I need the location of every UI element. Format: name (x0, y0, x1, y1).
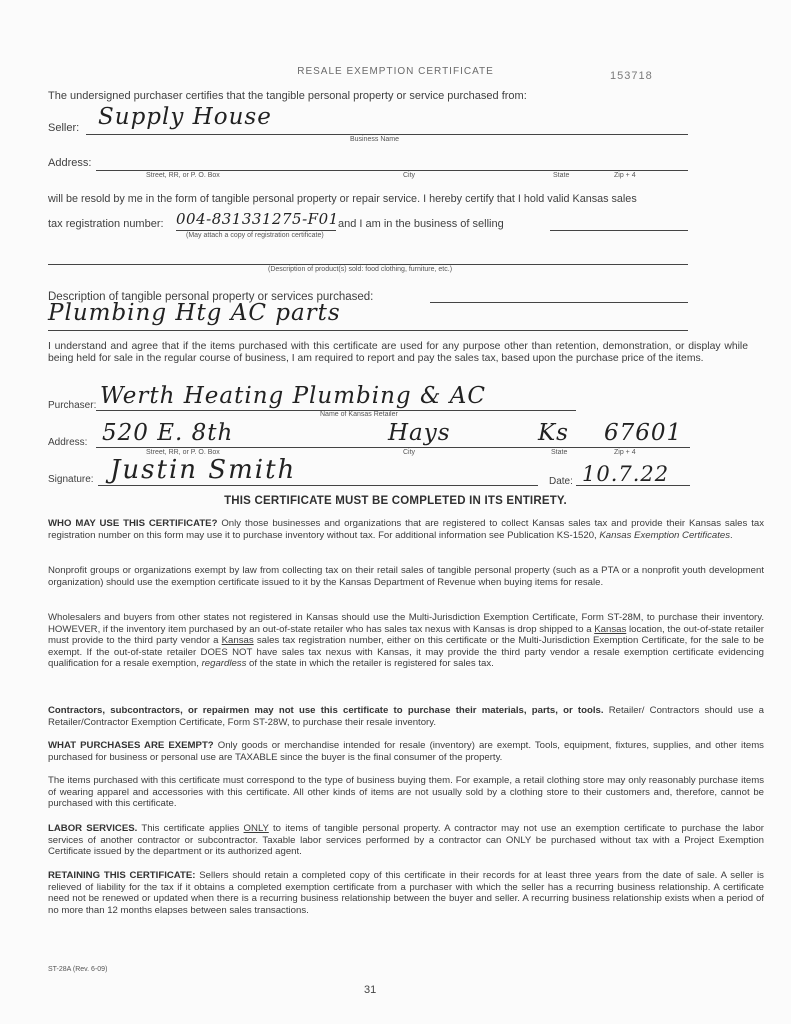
complete-entirety-notice: THIS CERTIFICATE MUST BE COMPLETED IN ITS ENTIRETY. (224, 495, 567, 507)
property-line-2 (48, 330, 688, 331)
seller-zip-caption: Zip + 4 (614, 172, 636, 179)
business-selling-line[interactable] (550, 230, 688, 231)
purchaser-zip-value[interactable]: 67601 (604, 420, 683, 446)
business-name-caption: Business Name (350, 136, 400, 143)
who-may-use-heading: WHO MAY USE THIS CERTIFICATE? (48, 518, 218, 529)
tax-number-line (176, 230, 336, 231)
property-value[interactable]: Plumbing Htg AC parts (48, 300, 341, 326)
purchaser-city-value[interactable]: Hays (388, 420, 451, 446)
what-purchases-heading: WHAT PURCHASES ARE EXEMPT? (48, 740, 214, 751)
understand-paragraph: I understand and agree that if the items purchased with this certificate are used for any purpose other than retention, demonstration, or display while being held for sale in the regular course of business, I am required to report and pay the sales tax, based upon the purchase price of the items. (48, 341, 748, 364)
form-number: 153718 (610, 70, 653, 82)
product-description-line[interactable] (48, 264, 688, 265)
seller-name-value[interactable]: Supply House (98, 104, 272, 130)
purchaser-name-value[interactable]: Werth Heating Plumbing & AC (100, 383, 486, 409)
contractors-heading: Contractors, subcontractors, or repairmen may not use this certificate to purchase their materials, parts, or tools. (48, 705, 604, 716)
seller-state-caption: State (553, 172, 570, 179)
items-correspond-paragraph: The items purchased with this certificate must correspond to the type of business buying them. For example, a retail clothing store may only reasonably purchase items of wearing apparel and accessories with this certificate. All other kinds of items are not usually sold by a clothing store to their customers and, therefore, cannot be purchased with this certificate. (48, 775, 764, 809)
product-description-caption: (Description of product(s) sold: food clothing, furniture, etc.) (268, 266, 453, 273)
purchaser-name-caption: Name of Kansas Retailer (320, 411, 398, 418)
signature-value[interactable]: Justin Smith (110, 455, 297, 485)
publication-title: Kansas Exemption Certificates (599, 529, 731, 541)
retaining-heading: RETAINING THIS CERTIFICATE: (48, 870, 196, 881)
purchaser-address-line (96, 447, 690, 448)
wholesalers-paragraph: Wholesalers and buyers from other states not registered in Kansas should use the Multi-Jurisdiction Exemption Certificate, Form ST-28M, to purchase their inventory. HOWEVER, if the inventory item purchased by an out-of-state retailer who has sales tax nexus with Kansas is drop shipped to a Kansas location, the out-of-state retailer must provide to the third party vendor a Kansas sales tax registration number, either on this certificate or the Multi-Jurisdiction Exemption Certificate, for the sale to be exempt. If the out-of-state retailer DOES NOT have sales tax nexus with Kansas, it may provide the third party vendor a resale exemption certificate evidencing qualification for a resale exemption, regardless of the state in which the retailer is registered for sales tax. (48, 612, 765, 669)
seller-address-line[interactable] (96, 170, 688, 171)
purchaser-street-caption: Street, RR, or P. O. Box (146, 449, 220, 456)
retaining-paragraph: RETAINING THIS CERTIFICATE: Sellers should retain a completed copy of this certificate in their records for at least three years from the date of sale. A seller is relieved of liability for the tax if it obtains a completed exemption certificate from a purchaser with which the seller has a recurring business relationship. A certificate need not be renewed or updated when there is a recurring business relationship between the buyer and seller. A recurring business relationship exists when a period of no more than 12 months elapses between sales transactions. (48, 870, 764, 916)
seller-line (86, 134, 688, 135)
nonprofit-paragraph: Nonprofit groups or organizations exempt by law from collecting tax on their retail sales of tangible personal property (such as a PTA or a nonprofit youth development organization) should use the exemption certificate issued to it by the Kansas Department of Revenue when buying items for resale. (48, 565, 764, 588)
labor-services-paragraph: LABOR SERVICES. This certificate applies ONLY to items of tangible personal property. A contractor may not use an exemption certificate to purchase the labor services of another contractor or subcontractor. Taxable labor services performed by a contractor can ONLY be purchased without tax with a Project Exemption Certificate issued by the department or its authorized agent. (48, 823, 764, 857)
signature-label: Signature: (48, 474, 94, 485)
property-line-1 (430, 302, 688, 303)
tax-number-caption: (May attach a copy of registration certificate) (186, 232, 324, 239)
seller-label: Seller: (48, 122, 80, 134)
property-label: Description of tangible personal property or services purchased: (48, 291, 374, 303)
resale-statement: will be resold by me in the form of tangible personal property or repair service. I hereby certify that I hold valid Kansas sales (48, 193, 637, 205)
what-purchases-paragraph: WHAT PURCHASES ARE EXEMPT? Only goods or merchandise intended for resale (inventory) are exempt. Tools, equipment, fixtures, supplies, and other items purchased for business or personal use are TAXABLE since the buyer is the final consumer of the property. (48, 740, 764, 763)
date-label: Date: (549, 476, 573, 487)
purchaser-city-caption: City (403, 449, 416, 456)
intro-text: The undersigned purchaser certifies that the tangible personal property or service purchased from: (48, 90, 527, 102)
purchaser-zip-caption: Zip + 4 (614, 449, 636, 456)
tax-registration-label: tax registration number: (48, 218, 164, 230)
certificate-title: RESALE EXEMPTION CERTIFICATE (297, 66, 494, 77)
purchaser-state-value[interactable]: Ks (538, 420, 569, 446)
purchaser-state-caption: State (551, 449, 568, 456)
contractors-paragraph: Contractors, subcontractors, or repairmen may not use this certificate to purchase their materials, parts, or tools. Retailer/ Contractors should use a Retailer/Contractor Exemption Certificate, Form ST-28W, to purchase their resale inventory. (48, 705, 764, 728)
purchaser-label: Purchaser: (48, 400, 97, 411)
seller-address-label: Address: (48, 157, 92, 169)
form-id: ST-28A (Rev. 6-09) (48, 966, 108, 973)
purchaser-street-value[interactable]: 520 E. 8th (102, 420, 234, 446)
page-number: 31 (364, 984, 377, 996)
tax-number-value[interactable]: 004-831331275-F01 (176, 210, 339, 228)
date-value[interactable]: 10.7.22 (582, 462, 670, 486)
seller-city-caption: City (403, 172, 416, 179)
signature-line (98, 485, 538, 486)
business-selling-text: and I am in the business of selling (338, 218, 504, 230)
purchaser-address-label: Address: (48, 437, 88, 448)
seller-street-caption: Street, RR, or P. O. Box (146, 172, 220, 179)
labor-services-heading: LABOR SERVICES. (48, 823, 138, 834)
who-may-use-paragraph: WHO MAY USE THIS CERTIFICATE? Only those businesses and organizations that are registered to collect Kansas sales tax and provide their Kansas sales tax registration number on this form may use it to purchase inventory without tax. For additional information see Publication KS-1520, Kansas Exemption Certificates. (48, 518, 764, 541)
